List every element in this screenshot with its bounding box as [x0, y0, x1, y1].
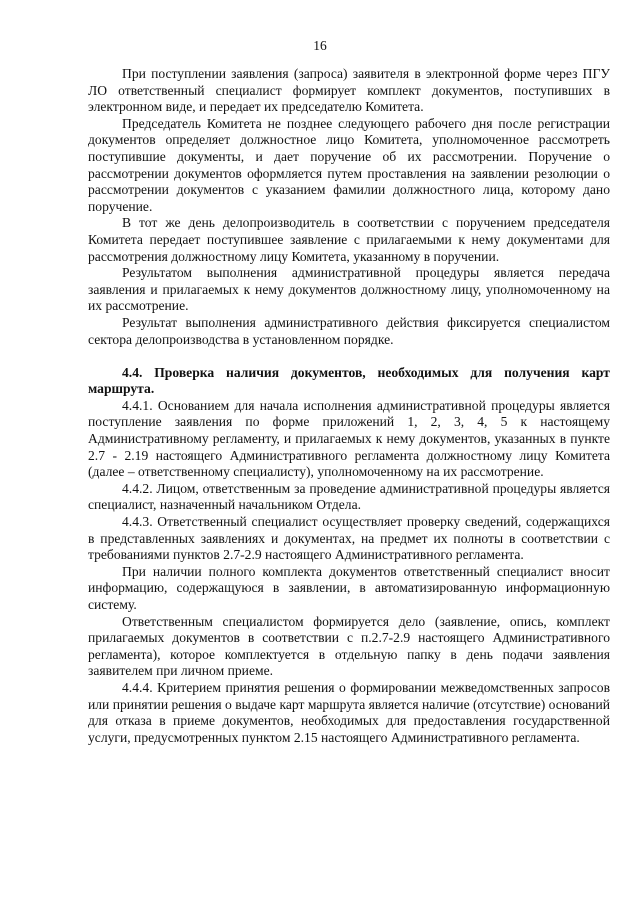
paragraph: 4.4.4. Критерием принятия решения о формировании межведомственных запросов или принятии решения о выдаче карт маршрута является наличие (отсутствие) оснований для отказа в приеме документов, необходимых для предоставления государственной услуги, предусмотренных пунктом 2.15 настоящего Административного регламента. [88, 679, 610, 745]
paragraph: При наличии полного комплекта документов ответственный специалист вносит информацию, содержащуюся в заявлении, в автоматизированную информационную систему. [88, 563, 610, 612]
page-number: 16 [313, 38, 327, 53]
paragraph: В тот же день делопроизводитель в соответствии с поручением председателя Комитета передает поступившее заявление с прилагаемыми к нему документами для рассмотрения должностному лицу Комитета, указанному в поручении. [88, 215, 610, 264]
paragraph: При поступлении заявления (запроса) заявителя в электронной форме через ПГУ ЛО ответственный специалист формирует комплект документов, поступивших в электронном виде, и передает их председателю Комитета. [88, 66, 610, 115]
paragraph: 4.4.2. Лицом, ответственным за проведение административной процедуры является специалист, назначенный начальником Отдела. [88, 480, 610, 513]
paragraph: Председатель Комитета не позднее следующего рабочего дня после регистрации документов определяет должностное лицо Комитета, уполномоченное рассмотреть поступившие документы, и дает поручение об их рассмотрении. Поручение о рассмотрении документов оформляется путем проставления на заявлении резолюции о рассмотрении документов с указанием фамилии должностного лица, которому дано поручение. [88, 115, 610, 214]
paragraph: 4.4.3. Ответственный специалист осуществляет проверку сведений, содержащихся в представленных заявлениях и документах, на предмет их полноты в соответствии с требованиями пунктов 2.7-2.9 настоящего Административного регламента. [88, 514, 610, 563]
paragraph: 4.4.1. Основанием для начала исполнения административной процедуры является поступление заявления по форме приложений 1, 2, 3, 4, 5 к настоящему Административному регламенту, и прилагаемых к нему документов, указанных в пункте 2.7 - 2.19 настоящего Административного регламента должностному лицу Комитета (далее – ответственному специалисту), уполномоченному на их рассмотрение. [88, 397, 610, 480]
paragraph: Результат выполнения административного действия фиксируется специалистом сектора делопроизводства в установленном порядке. [88, 314, 610, 347]
paragraph: Результатом выполнения административной процедуры является передача заявления и прилагаемых к нему документов должностному лицу, уполномоченному на их рассмотрение. [88, 265, 610, 314]
section-heading: 4.4. Проверка наличия документов, необходимых для получения карт маршрута. [88, 364, 610, 397]
paragraph: Ответственным специалистом формируется дело (заявление, опись, комплект прилагаемых документов в соответствии с п.2.7-2.9 настоящего Административного регламента), которое комплектуется в отдельную папку в день подачи заявления заявителем при личном приеме. [88, 613, 610, 679]
document-body [88, 66, 610, 746]
